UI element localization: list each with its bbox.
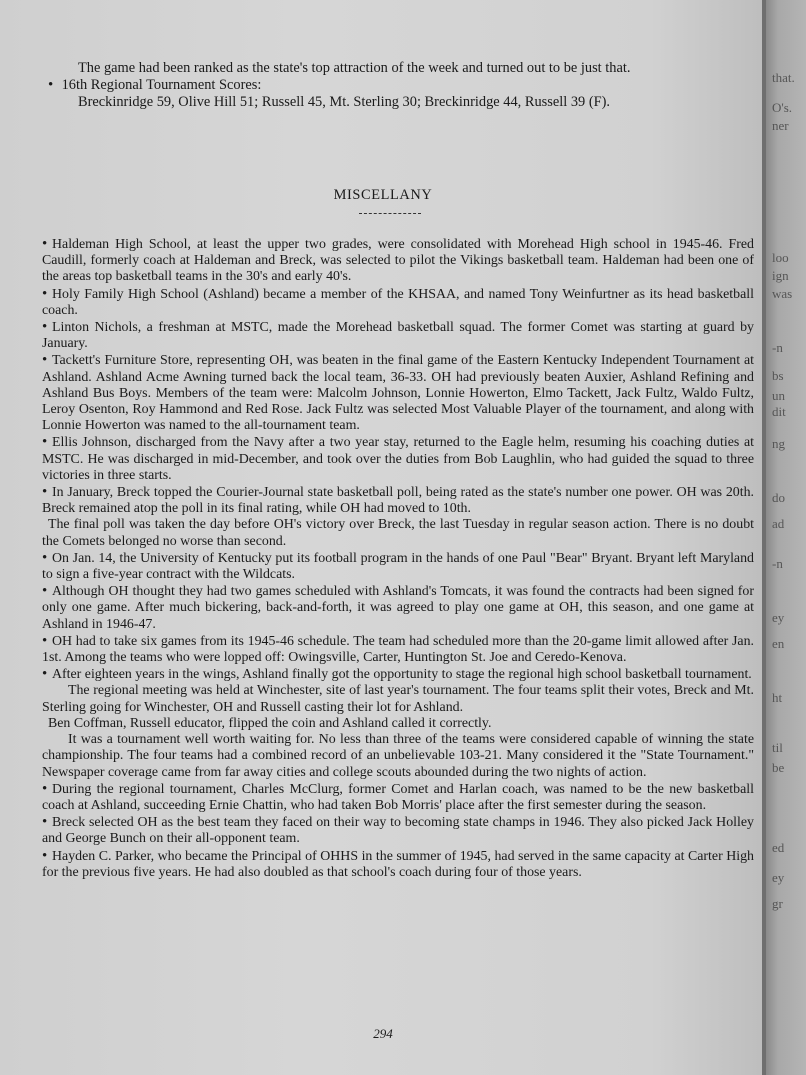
paragraph-text: Linton Nichols, a freshman at MSTC, made the Morehead basketball squad. The former Comet was starting at guard by January. (42, 320, 754, 352)
adjacent-page-edge (766, 0, 806, 1075)
bullet-icon (42, 551, 52, 566)
paragraph (42, 716, 754, 732)
adjacent-page-fragment: -n (772, 556, 783, 571)
regional-scores: Breckinridge 59, Olive Hill 51; Russell 45, Mt. Sterling 30; Breckinridge 44, Russell 39 (F). (78, 94, 611, 110)
paragraph-text: The final poll was taken the day before OH's victory over Breck, the last Tuesday in regular season action. There is no doubt the Comets belonged no worse than second. (42, 517, 754, 549)
paragraph (42, 484, 754, 517)
paragraph-text: After eighteen years in the wings, Ashland finally got the opportunity to stage the regional high school basketball tournament. (52, 667, 752, 683)
paragraph (42, 683, 754, 715)
paragraph (42, 517, 754, 549)
paragraph-text: Breck selected OH as the best team they faced on their way to becoming state champs in 1946. They also picked Jack Holley and George Bunch on their all-opponent team. (42, 815, 754, 847)
adjacent-page-fragment: dit (772, 404, 786, 419)
paragraph (42, 352, 754, 434)
paragraph-text: Tackett's Furniture Store, representing OH, was beaten in the final game of the Eastern Kentucky Independent Tournament at Ashland. Ashland Acme Awning turned back the local team, 36-33. OH had previously beaten Auxier, Ashland Refining and Ashland Bus Boys. Members of the team were: Malcolm Johnson, Lonnie Howerton, Elmo Tackett, Jack Fultz, Waldo Fultz, Leroy Osenton, Roy Hammond and Red Rose. Jack Fultz was selected Most Valuable Player of the tournament, and along with Lonnie Howerton was named to the all-tournament team. (42, 353, 754, 434)
paragraph (42, 319, 754, 352)
adjacent-page-fragment: ad (772, 516, 785, 531)
paragraph (42, 732, 754, 781)
paragraph-text: On Jan. 14, the University of Kentucky put its football program in the hands of one Paul "Bear" Bryant. Bryant left Maryland to sign a five-year contract with the Wildcats. (42, 550, 754, 583)
paragraph-text: In January, Breck topped the Courier-Journal state basketball poll, being rated as the state's number one power. OH was 20th. Breck remained atop the poll in its final rating, while OH had moved to 10th. (42, 485, 754, 517)
paragraph (42, 286, 754, 319)
paragraph-text: It was a tournament well worth waiting for. No less than three of the teams were considered capable of winning the state championship. The four teams had a combined record of an unbelievable 103-21. Many considered it the "State Tournament." Newspaper coverage came from far away cities and college scouts abounded during the two nights of action. (42, 732, 754, 780)
bullet-icon (42, 782, 52, 797)
paragraph (42, 848, 754, 881)
miscellany-body (42, 236, 754, 881)
bullet-icon (48, 77, 58, 93)
paragraph (42, 434, 754, 484)
bullet-icon (42, 634, 52, 649)
adjacent-page-fragment: ign (772, 268, 789, 283)
paragraph-text: Ellis Johnson, discharged from the Navy after a two year stay, returned to the Eagle helm, resuming his coaching duties at MSTC. He was discharged in mid-December, and took over the duties from Bob Laughlin, who had guided the squad to three victories in three starts. (42, 435, 754, 483)
paragraph (42, 550, 754, 583)
adjacent-page-fragment: ey (772, 610, 785, 625)
bullet-icon (42, 584, 52, 599)
adjacent-page-fragment: un (772, 388, 785, 403)
paragraph-text: During the regional tournament, Charles McClurg, former Comet and Harlan coach, was named to be the new basketball coach at Ashland, succeeding Ernie Chattin, who had taken Bob Morris' place after the first semester during the season. (42, 781, 754, 813)
regional-scores-label-line (48, 77, 760, 94)
continued-text-block (48, 60, 760, 111)
adjacent-page-fragment: til (772, 740, 783, 755)
paragraph-text: Holy Family High School (Ashland) became a member of the KHSAA, and named Tony Weinfurtner as its head basketball coach. (42, 286, 754, 318)
paragraph-text: The regional meeting was held at Winchester, site of last year's tournament. The four teams split their votes, Breck and Mt. Sterling going for Winchester, OH and Russell casting their lot for Ashland. (42, 683, 754, 715)
adjacent-page-fragment: was (772, 286, 793, 301)
adjacent-page-fragment: ner (772, 118, 789, 133)
paragraph-text: Ben Coffman, Russell educator, flipped the coin and Ashland called it correctly. (48, 715, 492, 731)
paragraph (42, 583, 754, 633)
paragraph-text: Although OH thought they had two games scheduled with Ashland's Tomcats, it was found the contracts had been signed for only one game. After much bickering, back-and-forth, it was agreed to play one game at OH, this season, and one game at Ashland in 1946-47. (42, 584, 754, 632)
continued-line: The game had been ranked as the state's top attraction of the week and turned out to be just that. (78, 60, 631, 76)
adjacent-page-fragment: O's. (772, 100, 793, 115)
bullet-icon (42, 353, 52, 368)
bullet-icon (42, 667, 52, 682)
paragraph (42, 666, 754, 683)
regional-scores-label: 16th Regional Tournament Scores: (61, 77, 262, 93)
adjacent-page-fragment: do (772, 490, 785, 505)
bullet-icon (42, 435, 52, 450)
paragraph-text: OH had to take six games from its 1945-46 schedule. The team had scheduled more than the 20-game limit allowed after Jan. 1st. Among the teams who were lopped off: Owingsville, Carter, Huntington St. Joe and Ceredo-Kenova. (42, 633, 754, 666)
adjacent-page-fragment: be (772, 760, 785, 775)
page-number: 294 (373, 1026, 393, 1041)
paragraph (42, 633, 754, 666)
adjacent-page-fragment: ed (772, 840, 785, 855)
bullet-icon (42, 849, 52, 864)
adjacent-page-fragment: gr (772, 896, 783, 911)
adjacent-page-fragment: loo (772, 250, 789, 265)
bullet-icon (42, 237, 52, 252)
paragraph-text: Hayden C. Parker, who became the Principal of OHHS in the summer of 1945, had served in the same capacity at Carter High for the previous five years. He had also doubled as that school's coach during four of those years. (42, 848, 754, 880)
adjacent-page-fragment: en (772, 636, 785, 651)
adjacent-page-fragment: ey (772, 870, 785, 885)
adjacent-page-fragment: ng (772, 436, 785, 451)
paragraph (42, 814, 754, 847)
adjacent-page-fragment: ht (772, 690, 783, 705)
bullet-icon (42, 320, 52, 335)
heading-underline (359, 213, 421, 214)
paragraph (42, 781, 754, 814)
paragraph-text: Haldeman High School, at least the upper two grades, were consolidated with Morehead High school in 1945-46. Fred Caudill, formerly coach at Haldeman and Breck, was selected to pilot the Vikings basketball team. Haldeman had been one of the areas top basketball teams in the 30's and early 40's. (42, 237, 754, 285)
adjacent-page-fragment: bs (772, 368, 784, 383)
bullet-icon (42, 815, 52, 830)
paragraph (42, 236, 754, 286)
bullet-icon (42, 287, 52, 302)
adjacent-page-fragment: that. (772, 70, 795, 85)
section-heading: MISCELLANY (333, 187, 433, 203)
bullet-icon (42, 485, 52, 500)
adjacent-page-fragment: -n (772, 340, 783, 355)
